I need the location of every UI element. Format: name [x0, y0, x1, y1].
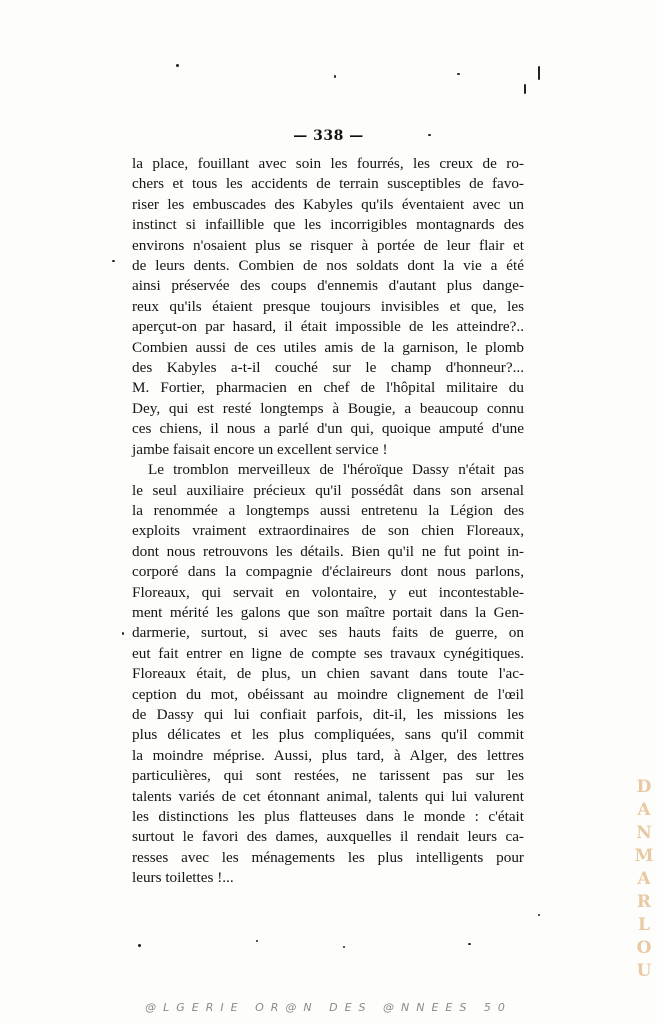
text-line: de leurs dents. Combien de nos soldats dont la vie a été	[132, 257, 524, 275]
text-line: jambe faisait encore un excellent service !	[132, 440, 388, 458]
side-watermark-letter: U	[636, 961, 652, 981]
text-line: des Kabyles a-t-il couché sur le champ d'honneur?...	[132, 359, 524, 377]
side-watermark-letter: O	[636, 938, 652, 958]
text-line: corporé dans la compagnie d'éclaireurs dont nous parlons,	[132, 563, 524, 581]
text-line: Le tromblon merveilleux de l'héroïque Dassy n'était pas	[148, 461, 524, 479]
text-line: reux qu'ils étaient presque toujours invisibles et que, les	[132, 297, 524, 315]
text-line: ainsi préservée des coups d'ennemis d'autant plus dange-	[132, 277, 524, 295]
scan-speck	[176, 64, 179, 67]
text-line: ment mérité les galons que son maître portait dans la Gen-	[132, 603, 524, 621]
text-line: M. Fortier, pharmacien en chef de l'hôpital militaire du	[132, 379, 524, 397]
text-line: resses avec les ménagements les plus intelligents pour	[132, 848, 524, 866]
scan-speck	[138, 944, 141, 947]
scan-speck	[524, 84, 526, 94]
text-line: la renommée a longtemps aussi entretenu la Légion des	[132, 501, 524, 519]
scan-speck	[343, 946, 345, 948]
side-watermark-letter: A	[637, 800, 651, 820]
scan-speck	[468, 943, 471, 945]
scan-speck	[538, 66, 540, 80]
text-line: surtout le favori des dames, auxquelles il rendait leurs ca-	[132, 828, 524, 846]
text-line: environs n'osaient plus se risquer à portée de leur flair et	[132, 236, 524, 254]
body-text	[132, 154, 524, 889]
side-watermark-letter: N	[636, 823, 652, 843]
text-line: Dey, qui est resté longtemps à Bougie, a beaucoup connu	[132, 399, 524, 417]
scan-speck	[457, 73, 460, 75]
scan-speck	[122, 632, 124, 635]
side-watermark-letter: L	[638, 915, 650, 935]
text-line: dont nous retrouvons les détails. Bien qu'il ne fut point in-	[132, 542, 524, 560]
text-line: de Dassy qui lui confiait parfois, dit-il, les missions les	[132, 705, 524, 723]
scan-speck	[112, 260, 115, 262]
page-number: — 338 —	[293, 128, 364, 144]
scan-speck	[256, 940, 258, 942]
text-line: instinct si infaillible que les incorrigibles montagnards des	[132, 216, 524, 234]
text-line: la place, fouillant avec soin les fourrés, les creux de ro-	[132, 155, 524, 172]
text-line: eut fait entrer en ligne de compte ses travaux cynégitiques.	[132, 644, 524, 662]
side-watermark-letter: D	[636, 777, 652, 797]
text-line: exploits vraiment extraordinaires de son chien Floreaux,	[132, 522, 524, 540]
text-line: le seul auxiliaire précieux qu'il possédât dans son arsenal	[132, 481, 524, 499]
side-watermark-letter: A	[637, 869, 651, 889]
text-line: ception du mot, obéissant au moindre clignement de l'œil	[132, 685, 524, 703]
text-line: chers et tous les accidents de terrain susceptibles de favo-	[132, 175, 524, 193]
text-line: Floreaux était, de plus, un chien savant dans toute l'ac-	[132, 665, 524, 683]
text-line: ces chiens, il nous a parlé d'un qui, quoique amputé d'une	[132, 420, 524, 438]
text-line: les distinctions les plus flatteuses dans le monde : c'était	[132, 808, 524, 825]
side-watermark-letter: M	[634, 846, 654, 866]
text-line: Floreaux, qui servait en volontaire, y eut incontestable-	[132, 583, 524, 601]
text-line: la moindre méprise. Aussi, plus tard, à Alger, des lettres	[132, 746, 524, 764]
text-line: Combien aussi de ces utiles amis de la garnison, le plomb	[132, 338, 524, 356]
text-line: leurs toilettes !...	[132, 869, 234, 887]
text-line: plus délicates et les plus compliquées, sans qu'il commit	[132, 726, 524, 744]
side-watermark-letter: R	[636, 892, 652, 912]
text-line: aperçut-on par hasard, il était impossible de les atteindre?..	[132, 318, 524, 336]
side-watermark	[634, 776, 654, 983]
text-line: darmerie, surtout, si avec ses hauts faits de guerre, on	[132, 624, 524, 642]
scan-speck	[538, 914, 540, 916]
scan-speck	[334, 75, 336, 78]
footer-watermark: @LGERIE OR@N DES @NNEES 50	[145, 1001, 512, 1014]
text-line: particulières, qui sont restées, ne tarissent pas sur les	[132, 767, 524, 785]
text-line: talents variés de cet étonnant animal, talents qui lui valurent	[132, 787, 524, 805]
text-line: riser les embuscades des Kabyles qu'ils éventaient avec un	[132, 195, 524, 213]
